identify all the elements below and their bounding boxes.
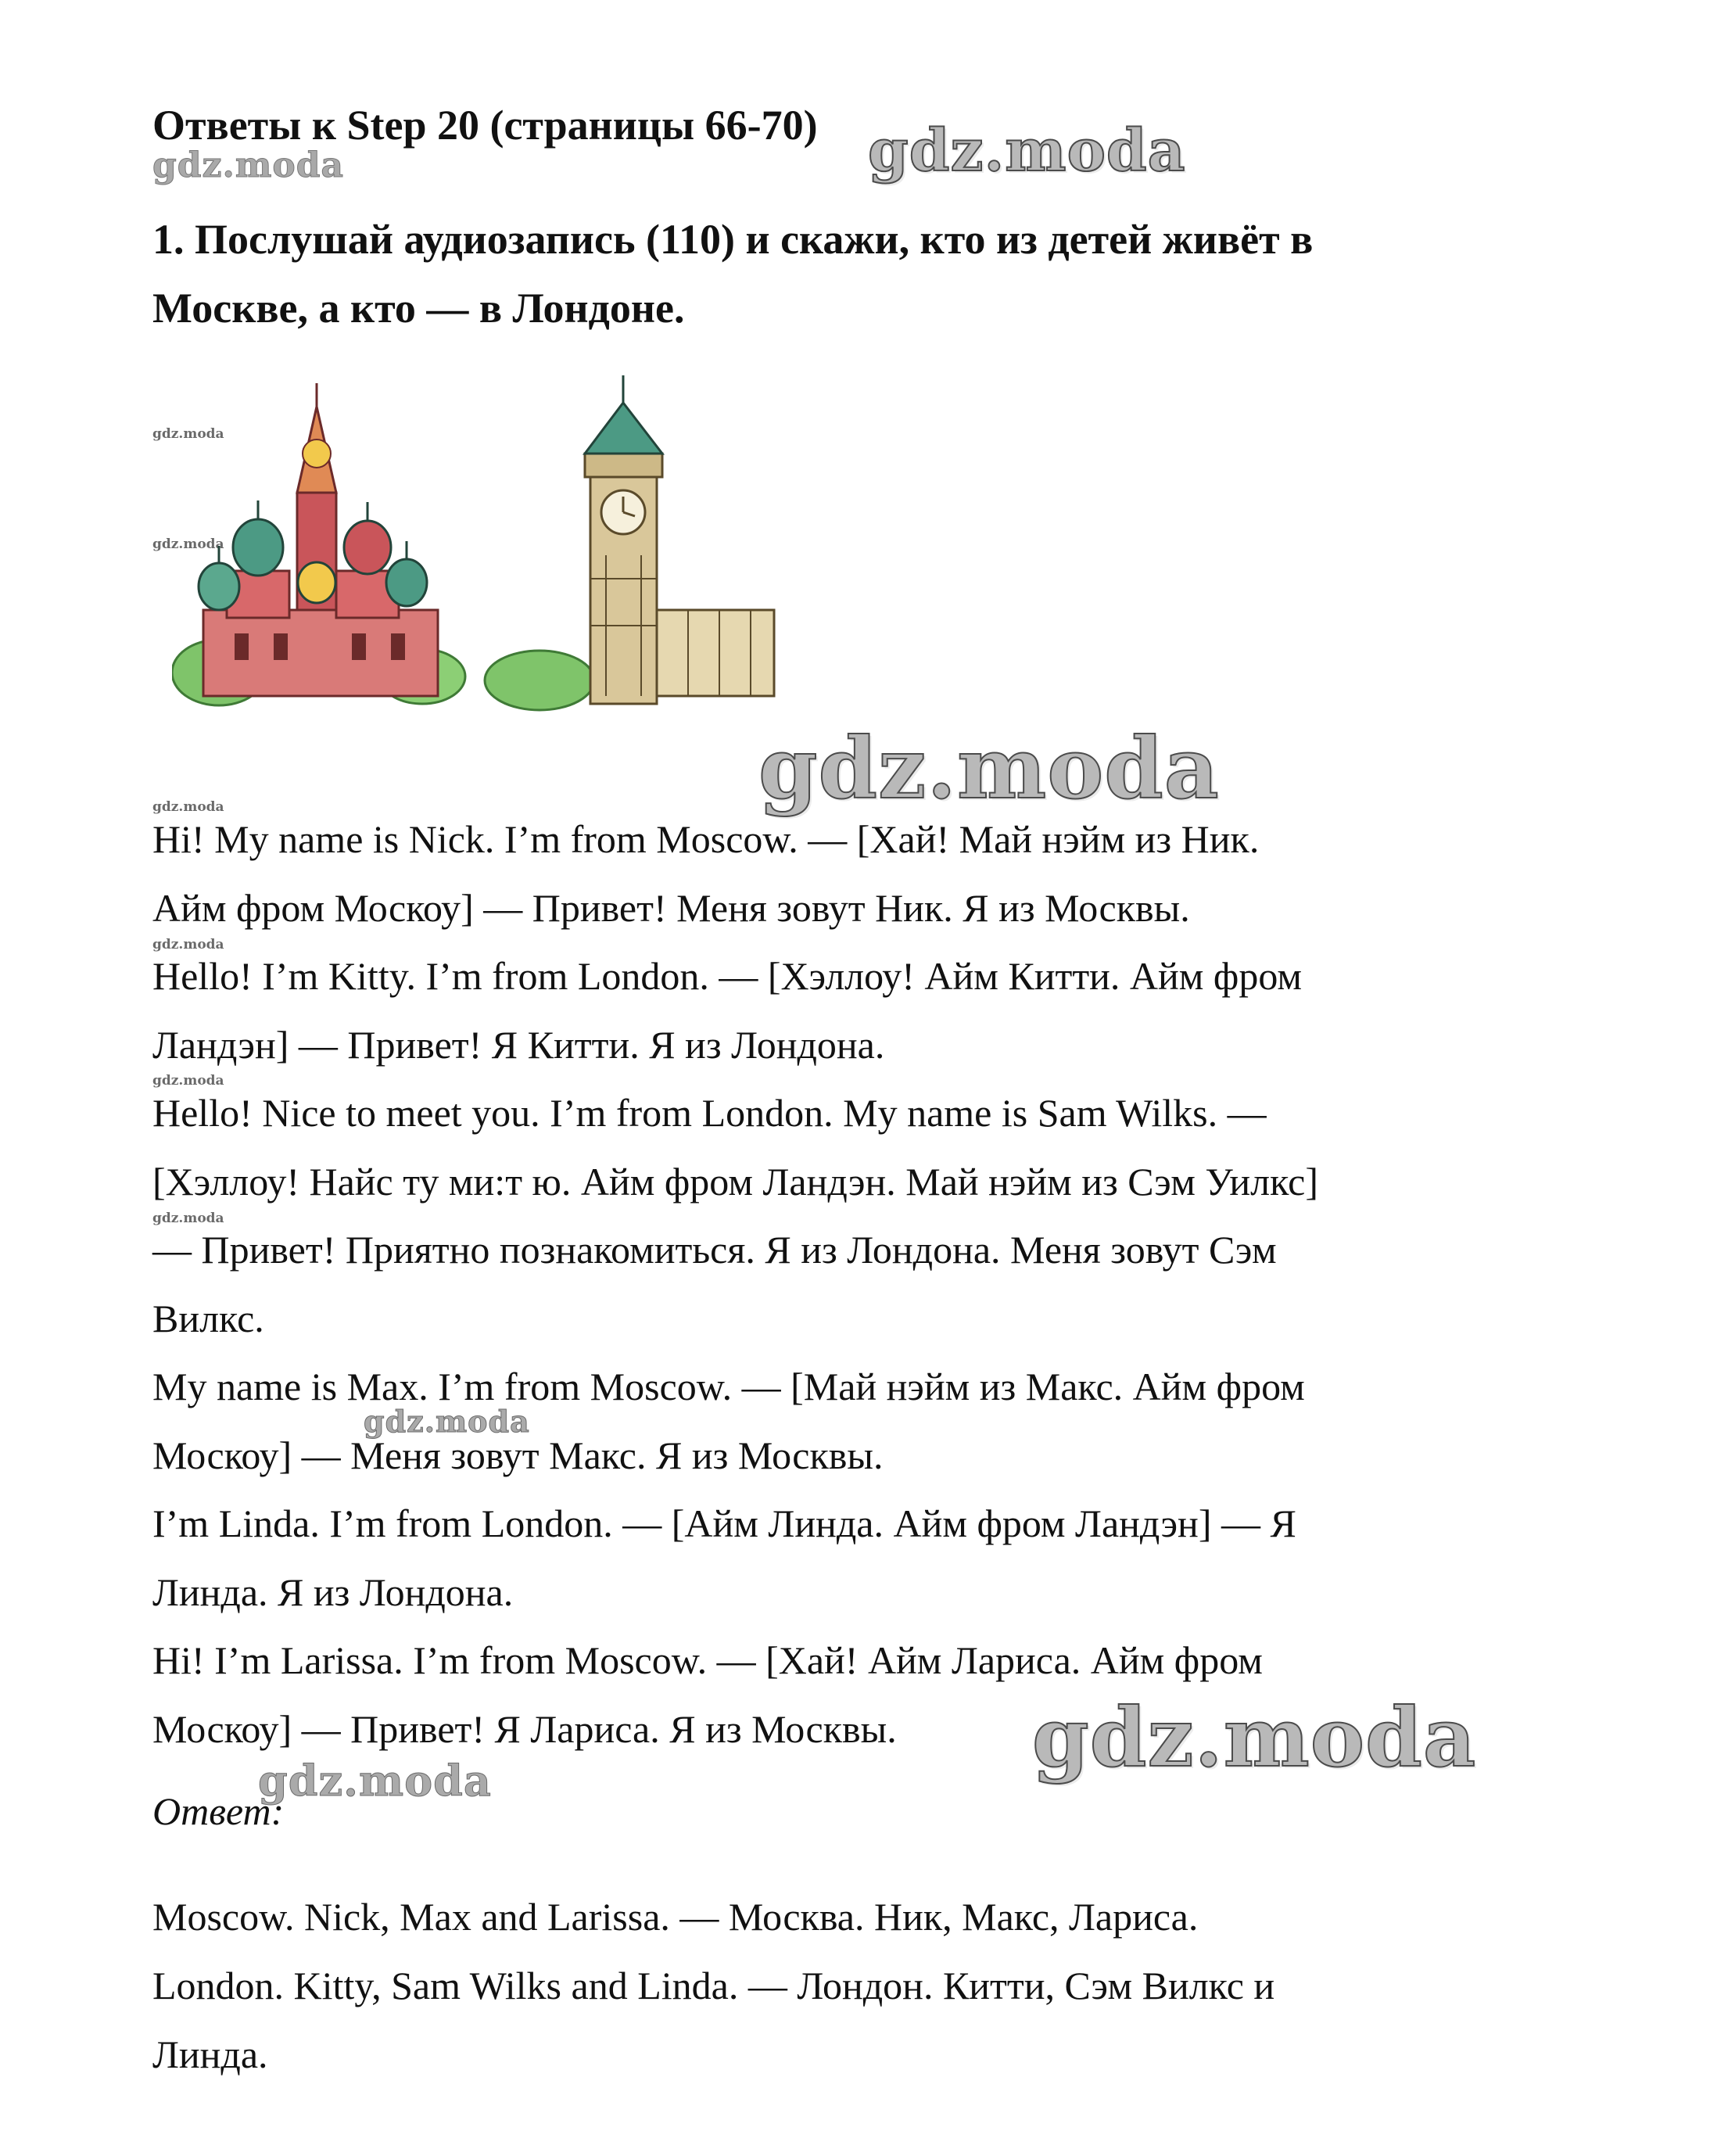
watermark: gdz.moda [152, 1073, 224, 1089]
watermark: gdz.moda [364, 1404, 530, 1439]
transcript-line: — Привет! Приятно познакомиться. Я из Лондона. Меня зовут Сэм [152, 1228, 1277, 1272]
illustration [172, 375, 782, 719]
task-heading-line: 1. Послушай аудиозапись (110) и скажи, кто из детей живёт в [152, 216, 1314, 263]
transcript-line: [Хэллоу! Найс ту ми:т ю. Айм фром Ландэн. Май нэйм из Сэм Уилкс] [152, 1159, 1319, 1204]
task-heading-line: Москве, а кто — в Лондоне. [152, 285, 685, 332]
transcript-line: Линда. Я из Лондона. [152, 1569, 514, 1614]
transcript-line: Hi! I’m Larissa. I’m from Moscow. — [Хай! Айм Лариса. Айм фром [152, 1638, 1263, 1682]
transcript [152, 805, 1552, 1763]
transcript-line: Hello! I’m Kitty. I’m from London. — [Хэллоу! Айм Китти. Айм фром [152, 954, 1303, 998]
transcript-line: Hello! Nice to meet you. I’m from London. My name is Sam Wilks. — [152, 1091, 1267, 1135]
big-ben-tower-icon [485, 375, 774, 710]
transcript-line: Москоу] — Привет! Я Лариса. Я из Москвы. [152, 1706, 897, 1751]
answer-label: Ответ: [152, 1789, 285, 1833]
task-heading [152, 205, 1544, 343]
transcript-line: Ландэн] — Привет! Я Китти. Я из Лондона. [152, 1022, 885, 1067]
answer-line: London. Kitty, Sam Wilks and Linda. — Лондон. Китти, Сэм Вилкс и [152, 1964, 1275, 2007]
transcript-line: Айм фром Москоу] — Привет! Меня зовут Ник. Я из Москвы. [152, 885, 1190, 930]
watermark: gdz.moda [868, 117, 1186, 185]
answer-line: Линда. [152, 2032, 268, 2076]
watermark: gdz.moda [152, 145, 345, 185]
answer-line: Moscow. Nick, Max and Larissa. — Москва. Ник, Макс, Лариса. [152, 1895, 1199, 1939]
transcript-line: Вилкс. [152, 1296, 264, 1340]
watermark: gdz.moda [152, 799, 224, 815]
transcript-line: I’m Linda. I’m from London. — [Айм Линда. Айм фром Ландэн] — Я [152, 1501, 1296, 1545]
watermark: gdz.moda [152, 937, 224, 952]
page-title: Ответы к Step 20 (страницы 66-70) [152, 102, 818, 149]
transcript-line: My name is Max. I’m from Moscow. — [Май нэйм из Макс. Айм фром [152, 1365, 1305, 1408]
watermark: gdz.moda [152, 536, 224, 552]
transcript-line: Hi! My name is Nick. I’m from Moscow. — [Хай! Май нэйм из Ник. [152, 817, 1260, 861]
watermark: gdz.moda [258, 1756, 492, 1806]
saint-basils-cathedral-icon [172, 383, 465, 705]
watermark: gdz.moda [758, 719, 1220, 818]
watermark: gdz.moda [152, 426, 224, 442]
watermark: gdz.moda [1032, 1689, 1477, 1785]
answer-text [152, 1882, 1552, 2089]
transcript-line: Москоу] — Меня зовут Макс. Я из Москвы. [152, 1433, 884, 1477]
moscow-london-illustration [172, 375, 782, 719]
watermark: gdz.moda [152, 1211, 224, 1226]
